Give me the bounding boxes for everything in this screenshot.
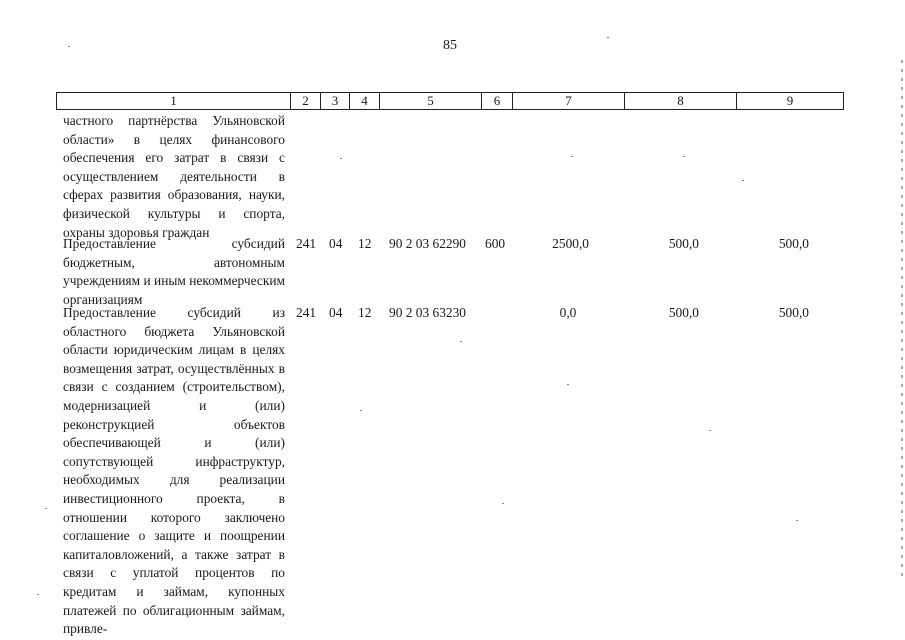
scan-speck (360, 410, 362, 411)
column-header-4: 4 (350, 93, 380, 109)
column-header-3: 3 (321, 93, 350, 109)
column-header-1: 1 (57, 93, 291, 109)
row-2-description: Предоставление субсидий бюджетным, автономным учреждениям и иным некоммерческим организациям (63, 236, 285, 307)
scan-speck (742, 180, 744, 181)
scan-speck (460, 341, 462, 342)
column-header-7: 7 (513, 93, 625, 109)
row-2-col-7: 2500,0 (552, 236, 589, 251)
row-2-col-5: 90 2 03 62290 (389, 236, 466, 251)
column-header-5: 5 (380, 93, 482, 109)
row-3-col-4: 12 (358, 305, 372, 320)
row-3-col-9: 500,0 (778, 305, 809, 320)
row-1-description: частного партнёрства Ульяновской области» в целях финансового обеспечения его затрат в связи с осуществлением деятельности в сферах развития образования, науки, физической культуры и спорта, охраны здоровья граждан (63, 113, 285, 240)
column-header-8: 8 (625, 93, 737, 109)
scan-speck (567, 384, 569, 385)
scan-speck (340, 158, 342, 159)
scan-speck (709, 430, 711, 431)
scan-edge-artifact (901, 60, 903, 580)
row-2-col-9: 500,0 (778, 236, 809, 251)
scan-speck (45, 508, 47, 509)
row-2-col-2: 241 (296, 236, 317, 251)
table-header-row (56, 92, 844, 110)
row-2-col-8: 500,0 (668, 236, 699, 251)
scan-speck (683, 156, 685, 157)
scan-speck (502, 503, 504, 504)
scan-speck (571, 156, 573, 157)
row-2-col-4: 12 (358, 236, 372, 251)
row-3-col-5: 90 2 03 63230 (389, 305, 466, 320)
column-header-9: 9 (786, 93, 794, 108)
column-header-6: 6 (482, 93, 513, 109)
row-3-col-3: 04 (329, 305, 343, 320)
row-3-description: Предоставление субсидий из областного бюджета Ульяновской области юридическим лицам в целях возмещения затрат, осуществлённых в связи с созданием (строительством), модернизацией и (или) реконструкцией объектов обеспечивающей и (или) сопутствующей инфраструктур, необходимых для реализации инвестиционного проекта, в отношении которого заключено соглашение о защите и поощрении капиталовложений, а также затрат в связи с уплатой процентов по кредитам и займам, купонных платежей по облигационным займам, привле- (63, 305, 285, 637)
scan-speck (796, 520, 798, 521)
row-2-col-3: 04 (329, 236, 343, 251)
scan-speck (607, 37, 609, 38)
column-header-2: 2 (291, 93, 321, 109)
row-2-col-6: 600 (485, 236, 506, 251)
row-3-col-8: 500,0 (668, 305, 699, 320)
scan-speck (68, 46, 70, 47)
scan-speck (37, 594, 39, 595)
page-number: 85 (443, 38, 457, 53)
row-3-col-2: 241 (296, 305, 317, 320)
row-3-col-7: 0,0 (559, 305, 577, 320)
